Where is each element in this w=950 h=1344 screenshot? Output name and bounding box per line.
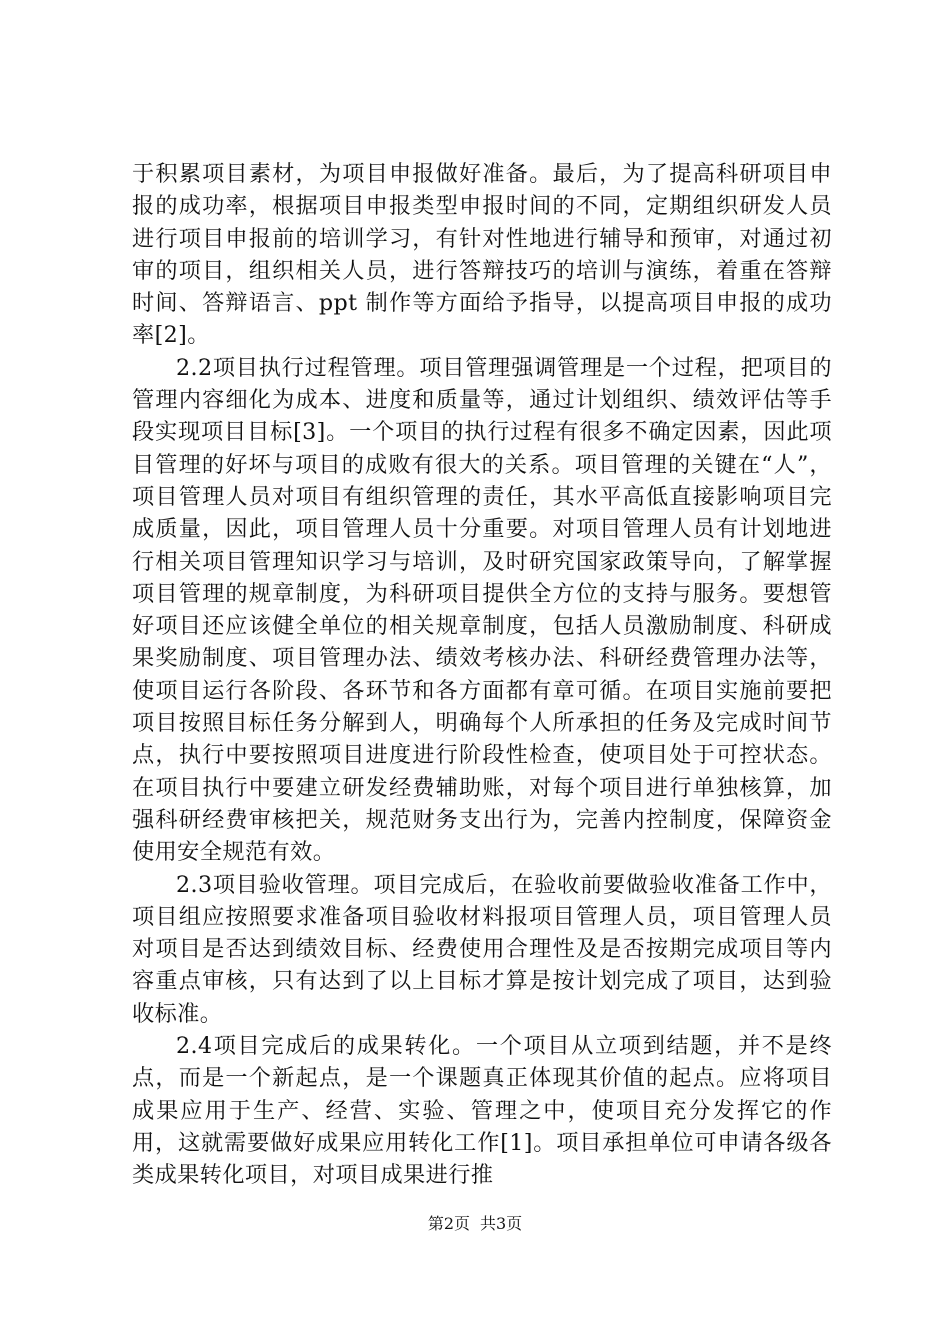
paragraph-section-2-2: 2.2项目执行过程管理。项目管理强调管理是一个过程，把项目的管理内容细化为成本、进度和质量等，通过计划组织、绩效评估等手段实现项目目标[3]。一个项目的执行过程有很多不确定因素，因此项目管理的好坏与项目的成败有很大的关系。项目管理的关键在“人”，项目管理人员对项目有组织管理的责任，其水平高低直接影响项目完成质量，因此，项目管理人员十分重要。对项目管理人员有计划地进行相关项目管理知识学习与培训，及时研究国家政策导向，了解掌握项目管理的规章制度，为科研项目提供全方位的支持与服务。要想管好项目还应该健全单位的相关规章制度，包括人员激励制度、科研成果奖励制度、项目管理办法、绩效考核办法、科研经费管理办法等，使项目运行各阶段、各环节和各方面都有章可循。在项目实施前要把项目按照目标任务分解到人，明确每个人所承担的任务及完成时间节点，执行中要按照项目进度进行阶段性检查，使项目处于可控状态。在项目执行中要建立研发经费辅助账，对每个项目进行单独核算，加强科研经费审核把关，规范财务支出行为，完善内控制度，保障资金使用安全规范有效。 bbox=[132, 354, 832, 866]
page-number: 第2页 bbox=[427, 1214, 470, 1233]
page-total: 共3页 bbox=[480, 1214, 523, 1233]
document-body bbox=[132, 158, 832, 1192]
paragraph-continuation: 于积累项目素材，为项目申报做好准备。最后，为了提高科研项目申报的成功率，根据项目申报类型申报时间的不同，定期组织研发人员进行项目申报前的培训学习，有针对性地进行辅导和预审，对通过初审的项目，组织相关人员，进行答辩技巧的培训与演练，着重在答辩时间、答辩语言、ppt 制作等方面给予指导，以提高项目申报的成功率[2]。 bbox=[132, 161, 832, 349]
paragraph-section-2-3: 2.3项目验收管理。项目完成后，在验收前要做验收准备工作中，项目组应按照要求准备项目验收材料报项目管理人员，项目管理人员对项目是否达到绩效目标、经费使用合理性及是否按期完成项目等内容重点审核，只有达到了以上目标才算是按计划完成了项目，达到验收标准。 bbox=[132, 871, 832, 1027]
paragraph-section-2-4: 2.4项目完成后的成果转化。一个项目从立项到结题，并不是终点，而是一个新起点，是一个课题真正体现其价值的起点。应将项目成果应用于生产、经营、实验、管理之中，使项目充分发挥它的作用，这就需要做好成果应用转化工作[1]。项目承担单位可申请各级各类成果转化项目，对项目成果进行推 bbox=[132, 1033, 832, 1189]
page-footer bbox=[0, 1214, 950, 1234]
